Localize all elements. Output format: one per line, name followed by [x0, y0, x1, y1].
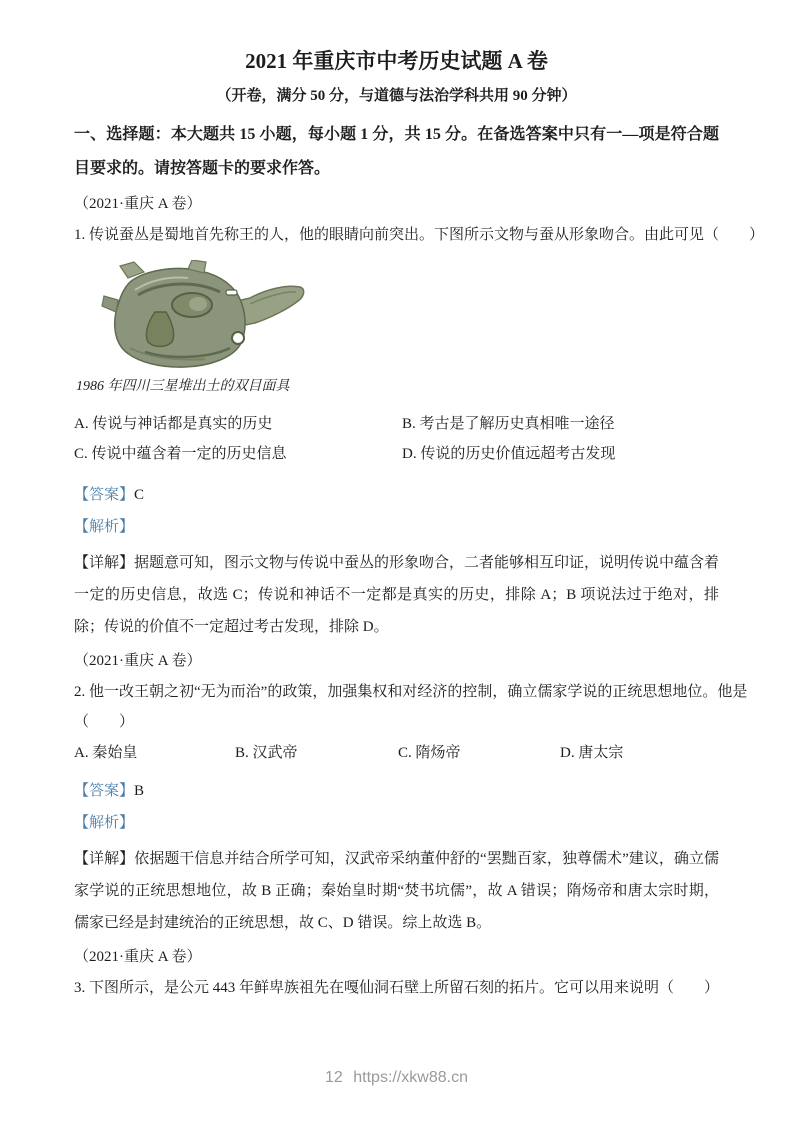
page-title: 2021 年重庆市中考历史试题 A 卷 — [245, 49, 548, 73]
question-1-answer-line — [74, 483, 719, 507]
option-d: D. 传说的历史价值远超考古发现 — [402, 446, 616, 462]
question-1-analysis-line — [74, 515, 719, 539]
question-1-source-tag: （2021·重庆 A 卷） — [74, 196, 202, 212]
footer-url: https://xkw88.cn — [353, 1069, 468, 1086]
figure-caption: 1986 年四川三星堆出土的双目面具 — [76, 379, 290, 394]
question-1-stem: 1. 传说蚕丛是蜀地首先称王的人，他的眼睛向前突出。下图所示文物与蚕从形象吻合。由此可见（ ） — [74, 227, 765, 243]
analysis-label: 【解析】 — [74, 815, 135, 831]
question-3-stem: 3. 下图所示，是公元 443 年鲜卑族祖先在嘎仙洞石壁上所留石刻的拓片。它可以用来说明（ ） — [74, 980, 720, 996]
page-footer — [0, 1068, 793, 1088]
option-a: A. 秦始皇 — [74, 745, 138, 761]
bronze-mask-illustration — [100, 260, 310, 375]
question-1-explanation: 【详解】据题意可知，图示文物与传说中蚕丛的形象吻合，二者能够相互印证，说明传说中蕴含着一定的历史信息，故选 C；传说和神话不一定都是真实的历史，排除 A；B 项说法过于绝对，排除；传说的价值不一定超过考古发现，排除 D。 — [74, 555, 720, 635]
question-3-source-tag: （2021·重庆 A 卷） — [74, 949, 202, 965]
option-c: C. 隋炀帝 — [398, 745, 461, 761]
question-2-explanation: 【详解】依据题干信息并结合所学可知，汉武帝采纳董仲舒的“罢黜百家，独尊儒术”建议，确立儒家学说的正统思想地位，故 B 正确；秦始皇时期“焚书坑儒”，故 A 错误；隋炀帝和唐太宗时期，儒家已经是封建统治的正统思想，故 C、D 错误。综上故选 B。 — [74, 851, 719, 931]
option-b: B. 汉武帝 — [235, 745, 298, 761]
option-b: B. 考古是了解历史真相唯一途径 — [402, 416, 615, 432]
question-2-stem: 2. 他一改王朝之初“无为而治”的政策，加强集权和对经济的控制，确立儒家学说的正统思想地位。他是 — [74, 684, 748, 700]
question-2-options — [74, 741, 719, 765]
section-heading: 一、选择题：本大题共 15 小题，每小题 1 分，共 15 分。在备选答案中只有一—项是符合题目要求的。请按答题卡的要求作答。 — [74, 126, 719, 177]
option-d: D. 唐太宗 — [560, 745, 624, 761]
artifact-image — [100, 260, 310, 375]
analysis-label: 【解析】 — [74, 519, 135, 535]
page-number: 12 — [325, 1069, 343, 1086]
answer-label: 【答案】 — [74, 783, 135, 799]
question-2-answer-line — [74, 779, 719, 803]
question-2-stem-blank: （ ） — [74, 714, 135, 730]
option-c: C. 传说中蕴含着一定的历史信息 — [74, 446, 287, 462]
answer-value: B — [134, 783, 145, 799]
question-2-source-tag: （2021·重庆 A 卷） — [74, 653, 202, 669]
answer-label: 【答案】 — [74, 487, 135, 503]
question-2-analysis-line — [74, 811, 719, 835]
exam-subtitle: （开卷，满分 50 分，与道德与法治学科共用 90 分钟） — [216, 88, 577, 104]
option-a: A. 传说与神话都是真实的历史 — [74, 416, 273, 432]
answer-value: C — [134, 487, 145, 503]
question-1-options — [74, 409, 719, 469]
